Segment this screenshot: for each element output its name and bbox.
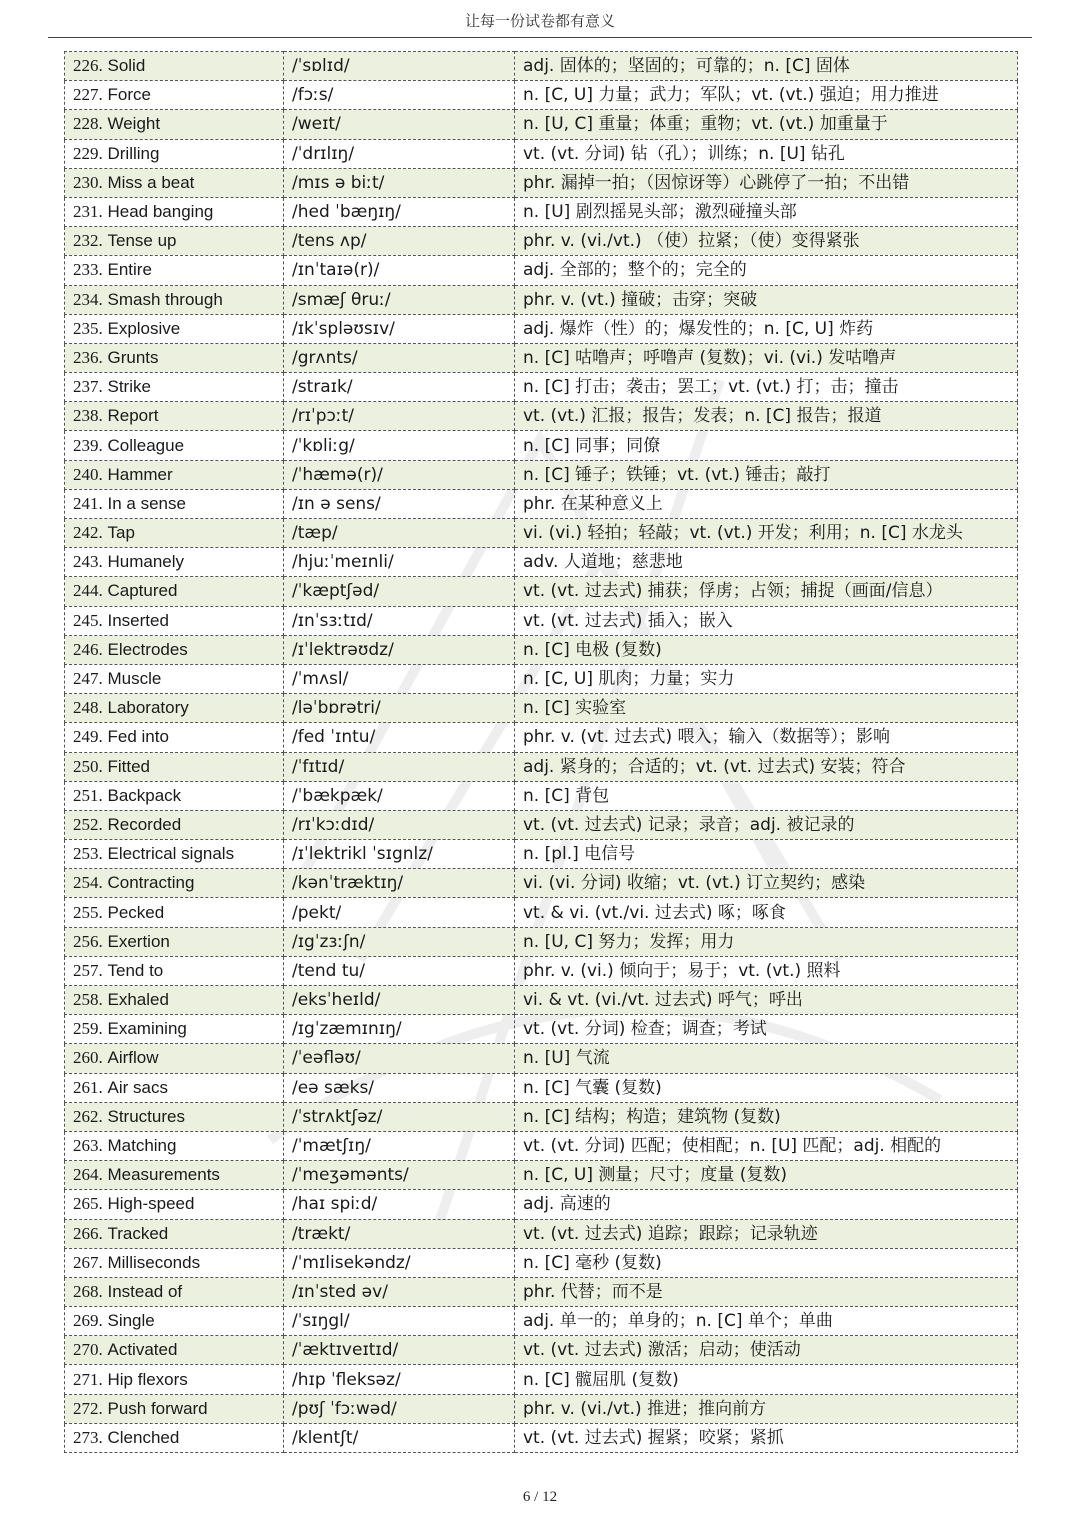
entry-number: 258.	[73, 990, 103, 1010]
entry-term: Hip flexors	[107, 1369, 188, 1389]
entry-cell	[65, 869, 284, 898]
entry-cell	[65, 577, 284, 606]
phonetic-cell: /klentʃt/	[284, 1423, 515, 1452]
entry-number: 233.	[73, 260, 103, 280]
entry-term: Recorded	[107, 814, 182, 834]
entry-cell	[65, 1102, 284, 1131]
table-row	[65, 752, 1018, 781]
entry-term: Tap	[107, 523, 135, 543]
table-row	[65, 1073, 1018, 1102]
table-row	[65, 606, 1018, 635]
entry-number: 256.	[73, 931, 103, 951]
entry-number: 235.	[73, 318, 103, 338]
phonetic-cell: /eksˈheɪld/	[284, 986, 515, 1015]
phonetic-cell: /ɪkˈspləʊsɪv/	[284, 314, 515, 343]
phonetic-cell: /grʌnts/	[284, 343, 515, 372]
entry-term: Fitted	[107, 756, 151, 776]
phonetic-cell: /fed ˈɪntu/	[284, 723, 515, 752]
definition-cell: vt. (vt. 过去式) 捕获；俘虏；占领；捕捉（画面/信息）	[515, 577, 1018, 606]
table-row	[65, 1248, 1018, 1277]
entry-cell	[65, 606, 284, 635]
entry-number: 243.	[73, 552, 103, 572]
definition-cell: phr. 代替；而不是	[515, 1277, 1018, 1306]
entry-number: 257.	[73, 960, 103, 980]
entry-term: Colleague	[107, 435, 185, 455]
definition-cell: n. [C] 锤子；铁锤；vt. (vt.) 锤击；敲打	[515, 460, 1018, 489]
definition-cell: phr. 漏掉一拍；（因惊讶等）心跳停了一拍；不出错	[515, 168, 1018, 197]
definition-cell: adj. 单一的；单身的；n. [C] 单个；单曲	[515, 1307, 1018, 1336]
phonetic-cell: /ɪn ə sens/	[284, 489, 515, 518]
entry-cell	[65, 343, 284, 372]
entry-number: 251.	[73, 785, 103, 805]
definition-cell: phr. v. (vi./vt.) 推进；推向前方	[515, 1394, 1018, 1423]
entry-number: 254.	[73, 873, 103, 893]
table-row	[65, 227, 1018, 256]
entry-term: Weight	[107, 114, 161, 134]
entry-term: Grunts	[107, 347, 159, 367]
phonetic-cell: /ˈmʌsl/	[284, 664, 515, 693]
entry-term: Force	[107, 85, 151, 105]
phonetic-cell: /ˈsɪŋgl/	[284, 1307, 515, 1336]
phonetic-cell: /ˈdrɪlɪŋ/	[284, 139, 515, 168]
entry-number: 249.	[73, 727, 103, 747]
entry-term: Airflow	[107, 1048, 159, 1068]
entry-number: 262.	[73, 1106, 103, 1126]
entry-term: Milliseconds	[107, 1252, 201, 1272]
definition-cell: n. [C] 同事；同僚	[515, 431, 1018, 460]
table-row	[65, 197, 1018, 226]
phonetic-cell: /ɪgˈzɜːʃn/	[284, 927, 515, 956]
entry-number: 266.	[73, 1223, 103, 1243]
table-row	[65, 635, 1018, 664]
entry-term: Report	[107, 406, 159, 426]
phonetic-cell: /ˈbækpæk/	[284, 781, 515, 810]
entry-cell	[65, 1365, 284, 1394]
table-row	[65, 285, 1018, 314]
phonetic-cell: /rɪˈkɔːdɪd/	[284, 810, 515, 839]
table-row	[65, 81, 1018, 110]
phonetic-cell: /ɪnˈsted əv/	[284, 1277, 515, 1306]
definition-cell: n. [U] 剧烈摇晃头部；激烈碰撞头部	[515, 197, 1018, 226]
entry-cell	[65, 694, 284, 723]
definition-cell: n. [C] 毫秒 (复数)	[515, 1248, 1018, 1277]
phonetic-cell: /tæp/	[284, 519, 515, 548]
definition-cell: vt. (vt. 分词) 匹配；使相配；n. [U] 匹配；adj. 相配的	[515, 1131, 1018, 1160]
entry-number: 263.	[73, 1136, 103, 1156]
definition-cell: n. [C, U] 肌肉；力量；实力	[515, 664, 1018, 693]
entry-term: Head banging	[107, 202, 214, 222]
entry-cell	[65, 285, 284, 314]
table-row	[65, 1277, 1018, 1306]
definition-cell: n. [C] 背包	[515, 781, 1018, 810]
entry-cell	[65, 139, 284, 168]
phonetic-cell: /hɪp ˈfleksəz/	[284, 1365, 515, 1394]
definition-cell: n. [C] 打击；袭击；罢工；vt. (vt.) 打；击；撞击	[515, 373, 1018, 402]
phonetic-cell: /ˈæktɪveɪtɪd/	[284, 1336, 515, 1365]
entry-number: 237.	[73, 377, 103, 397]
entry-number: 259.	[73, 1019, 103, 1039]
entry-cell	[65, 197, 284, 226]
table-row	[65, 577, 1018, 606]
table-row	[65, 1365, 1018, 1394]
entry-term: Explosive	[107, 318, 181, 338]
definition-cell: adv. 人道地；慈悲地	[515, 548, 1018, 577]
table-row	[65, 1044, 1018, 1073]
entry-cell	[65, 1336, 284, 1365]
entry-number: 271.	[73, 1369, 103, 1389]
entry-term: Contracting	[107, 873, 195, 893]
table-row	[65, 840, 1018, 869]
definition-cell: n. [C] 髋屈肌 (复数)	[515, 1365, 1018, 1394]
definition-cell: phr. v. (vi./vt.) （使）拉紧；（使）变得紧张	[515, 227, 1018, 256]
definition-cell: phr. 在某种意义上	[515, 489, 1018, 518]
table-row	[65, 810, 1018, 839]
entry-term: Instead of	[107, 1281, 183, 1301]
phonetic-cell: /pekt/	[284, 898, 515, 927]
entry-cell	[65, 927, 284, 956]
phonetic-cell: /ˈeəfləʊ/	[284, 1044, 515, 1073]
entry-term: Inserted	[107, 610, 169, 630]
table-row	[65, 1394, 1018, 1423]
phonetic-cell: /hjuːˈmeɪnli/	[284, 548, 515, 577]
phonetic-cell: /ˈfɪtɪd/	[284, 752, 515, 781]
definition-cell: vt. (vt. 过去式) 激活；启动；使活动	[515, 1336, 1018, 1365]
vocabulary-table-body	[65, 52, 1018, 1453]
table-row	[65, 781, 1018, 810]
entry-term: Push forward	[107, 1398, 208, 1418]
definition-cell: n. [U] 气流	[515, 1044, 1018, 1073]
phonetic-cell: /mɪs ə biːt/	[284, 168, 515, 197]
entry-term: Backpack	[107, 785, 182, 805]
definition-cell: n. [C] 咕噜声；呼噜声 (复数)；vi. (vi.) 发咕噜声	[515, 343, 1018, 372]
table-row	[65, 956, 1018, 985]
entry-term: Single	[107, 1311, 155, 1331]
entry-number: 268.	[73, 1281, 103, 1301]
definition-cell: vt. (vt. 过去式) 握紧；咬紧；紧抓	[515, 1423, 1018, 1452]
entry-cell	[65, 460, 284, 489]
entry-term: Activated	[107, 1340, 178, 1360]
entry-term: Miss a beat	[107, 172, 195, 192]
table-row	[65, 869, 1018, 898]
phonetic-cell: /kənˈtræktɪŋ/	[284, 869, 515, 898]
definition-cell: adj. 固体的；坚固的；可靠的；n. [C] 固体	[515, 52, 1018, 81]
definition-cell: vt. (vt. 过去式) 记录；录音；adj. 被记录的	[515, 810, 1018, 839]
definition-cell: n. [C] 结构；构造；建筑物 (复数)	[515, 1102, 1018, 1131]
table-row	[65, 548, 1018, 577]
table-row	[65, 986, 1018, 1015]
table-row	[65, 1336, 1018, 1365]
entry-number: 253.	[73, 844, 103, 864]
entry-cell	[65, 956, 284, 985]
entry-term: Hammer	[107, 464, 173, 484]
table-row	[65, 927, 1018, 956]
entry-cell	[65, 1394, 284, 1423]
entry-number: 250.	[73, 756, 103, 776]
entry-cell	[65, 664, 284, 693]
entry-number: 269.	[73, 1311, 103, 1331]
definition-cell: vi. (vi. 分词) 收缩；vt. (vt.) 订立契约；感染	[515, 869, 1018, 898]
definition-cell: vi. & vt. (vi./vt. 过去式) 呼气；呼出	[515, 986, 1018, 1015]
entry-term: Examining	[107, 1019, 187, 1039]
phonetic-cell: /haɪ spiːd/	[284, 1190, 515, 1219]
entry-term: Tracked	[107, 1223, 169, 1243]
entry-cell	[65, 489, 284, 518]
entry-term: Drilling	[107, 143, 160, 163]
definition-cell: vt. & vi. (vt./vi. 过去式) 啄；啄食	[515, 898, 1018, 927]
definition-cell: phr. v. (vi.) 倾向于；易于；vt. (vt.) 照料	[515, 956, 1018, 985]
entry-term: Strike	[107, 377, 151, 397]
phonetic-cell: /ˈmeʒəmənts/	[284, 1161, 515, 1190]
entry-cell	[65, 519, 284, 548]
entry-cell	[65, 1131, 284, 1160]
entry-term: In a sense	[107, 493, 186, 513]
entry-number: 228.	[73, 114, 103, 134]
entry-term: Structures	[107, 1106, 185, 1126]
entry-cell	[65, 810, 284, 839]
table-row	[65, 373, 1018, 402]
entry-number: 248.	[73, 698, 103, 718]
entry-cell	[65, 1044, 284, 1073]
definition-cell: vt. (vt. 过去式) 插入；嵌入	[515, 606, 1018, 635]
header-divider	[48, 37, 1032, 38]
entry-cell	[65, 81, 284, 110]
definition-cell: n. [U, C] 努力；发挥；用力	[515, 927, 1018, 956]
phonetic-cell: /ˈmætʃɪŋ/	[284, 1131, 515, 1160]
entry-cell	[65, 1219, 284, 1248]
entry-cell	[65, 1015, 284, 1044]
entry-term: Clenched	[107, 1427, 180, 1447]
definition-cell: adj. 紧身的；合适的；vt. (vt. 过去式) 安装；符合	[515, 752, 1018, 781]
definition-cell: vt. (vt. 分词) 钻（孔）；训练；n. [U] 钻孔	[515, 139, 1018, 168]
entry-cell	[65, 402, 284, 431]
table-row	[65, 1423, 1018, 1452]
entry-cell	[65, 431, 284, 460]
entry-number: 261.	[73, 1077, 103, 1097]
phonetic-cell: /weɪt/	[284, 110, 515, 139]
entry-term: High-speed	[107, 1194, 195, 1214]
entry-number: 232.	[73, 231, 103, 251]
entry-number: 246.	[73, 639, 103, 659]
entry-cell	[65, 52, 284, 81]
table-row	[65, 431, 1018, 460]
table-row	[65, 314, 1018, 343]
entry-term: Entire	[107, 260, 152, 280]
phonetic-cell: /pʊʃ ˈfɔːwəd/	[284, 1394, 515, 1423]
entry-term: Humanely	[107, 552, 185, 572]
table-row	[65, 664, 1018, 693]
definition-cell: adj. 高速的	[515, 1190, 1018, 1219]
phonetic-cell: /ɪnˈtaɪə(r)/	[284, 256, 515, 285]
definition-cell: n. [C, U] 测量；尺寸；度量 (复数)	[515, 1161, 1018, 1190]
definition-cell: adj. 全部的；整个的；完全的	[515, 256, 1018, 285]
definition-cell: n. [C] 气囊 (复数)	[515, 1073, 1018, 1102]
phonetic-cell: /ˈstrʌktʃəz/	[284, 1102, 515, 1131]
entry-cell	[65, 548, 284, 577]
phonetic-cell: /ˈhæmə(r)/	[284, 460, 515, 489]
entry-cell	[65, 227, 284, 256]
phonetic-cell: /rɪˈpɔːt/	[284, 402, 515, 431]
entry-term: Exertion	[107, 931, 170, 951]
entry-number: 234.	[73, 289, 103, 309]
entry-number: 244.	[73, 581, 103, 601]
entry-number: 239.	[73, 435, 103, 455]
definition-cell: adj. 爆炸（性）的；爆发性的；n. [C, U] 炸药	[515, 314, 1018, 343]
entry-term: Exhaled	[107, 990, 169, 1010]
entry-term: Captured	[107, 581, 178, 601]
entry-term: Tend to	[107, 960, 164, 980]
definition-cell: vt. (vt.) 汇报；报告；发表；n. [C] 报告；报道	[515, 402, 1018, 431]
entry-number: 272.	[73, 1398, 103, 1418]
table-row	[65, 52, 1018, 81]
entry-number: 230.	[73, 172, 103, 192]
definition-cell: phr. v. (vt.) 撞破；击穿；突破	[515, 285, 1018, 314]
table-row	[65, 168, 1018, 197]
phonetic-cell: /tens ʌp/	[284, 227, 515, 256]
entry-cell	[65, 1161, 284, 1190]
entry-number: 238.	[73, 406, 103, 426]
table-row	[65, 343, 1018, 372]
phonetic-cell: /ɪnˈsɜːtɪd/	[284, 606, 515, 635]
phonetic-cell: /smæʃ θruː/	[284, 285, 515, 314]
entry-cell	[65, 840, 284, 869]
entry-cell	[65, 1307, 284, 1336]
phonetic-cell: /ɪˈlektrikl ˈsɪgnlz/	[284, 840, 515, 869]
entry-number: 229.	[73, 143, 103, 163]
phonetic-cell: /straɪk/	[284, 373, 515, 402]
entry-number: 226.	[73, 56, 103, 76]
definition-cell: vt. (vt. 分词) 检查；调查；考试	[515, 1015, 1018, 1044]
entry-term: Matching	[107, 1136, 177, 1156]
entry-number: 245.	[73, 610, 103, 630]
definition-cell: phr. v. (vt. 过去式) 喂入；输入（数据等）；影响	[515, 723, 1018, 752]
table-row	[65, 1307, 1018, 1336]
entry-cell	[65, 168, 284, 197]
phonetic-cell: /ˈmɪlisekəndz/	[284, 1248, 515, 1277]
entry-cell	[65, 1073, 284, 1102]
entry-term: Smash through	[107, 289, 223, 309]
entry-cell	[65, 110, 284, 139]
entry-number: 240.	[73, 464, 103, 484]
entry-cell	[65, 1423, 284, 1452]
vocabulary-table	[64, 51, 1018, 1453]
entry-term: Air sacs	[107, 1077, 168, 1097]
entry-cell	[65, 723, 284, 752]
phonetic-cell: /ɪˈlektrəʊdz/	[284, 635, 515, 664]
entry-number: 273.	[73, 1427, 103, 1447]
entry-number: 270.	[73, 1340, 103, 1360]
table-row	[65, 1190, 1018, 1219]
table-row	[65, 489, 1018, 518]
table-row	[65, 1161, 1018, 1190]
phonetic-cell: /tend tu/	[284, 956, 515, 985]
entry-term: Fed into	[107, 727, 169, 747]
phonetic-cell: /hed ˈbæŋɪŋ/	[284, 197, 515, 226]
entry-cell	[65, 373, 284, 402]
table-row	[65, 110, 1018, 139]
entry-number: 231.	[73, 202, 103, 222]
entry-number: 227.	[73, 85, 103, 105]
definition-cell: n. [pl.] 电信号	[515, 840, 1018, 869]
entry-term: Electrical signals	[107, 844, 235, 864]
table-row	[65, 402, 1018, 431]
entry-cell	[65, 781, 284, 810]
table-row	[65, 1219, 1018, 1248]
phonetic-cell: /ləˈbɒrətri/	[284, 694, 515, 723]
page-header: 让每一份试卷都有意义	[464, 12, 615, 30]
entry-number: 236.	[73, 347, 103, 367]
table-row	[65, 256, 1018, 285]
page-number: 6 / 12	[522, 1489, 558, 1505]
entry-term: Tense up	[107, 231, 177, 251]
entry-number: 247.	[73, 669, 103, 689]
entry-term: Pecked	[107, 902, 165, 922]
entry-cell	[65, 986, 284, 1015]
phonetic-cell: /ˈkæptʃəd/	[284, 577, 515, 606]
entry-number: 264.	[73, 1165, 103, 1185]
entry-cell	[65, 1277, 284, 1306]
entry-term: Muscle	[107, 669, 162, 689]
entry-number: 267.	[73, 1252, 103, 1272]
entry-cell	[65, 314, 284, 343]
entry-cell	[65, 1248, 284, 1277]
entry-cell	[65, 752, 284, 781]
phonetic-cell: /ɪgˈzæmɪnɪŋ/	[284, 1015, 515, 1044]
table-row	[65, 1102, 1018, 1131]
entry-number: 265.	[73, 1194, 103, 1214]
table-row	[65, 139, 1018, 168]
table-row	[65, 460, 1018, 489]
entry-number: 242.	[73, 523, 103, 543]
entry-cell	[65, 898, 284, 927]
entry-term: Measurements	[107, 1165, 220, 1185]
table-row	[65, 694, 1018, 723]
entry-number: 241.	[73, 493, 103, 513]
table-row	[65, 723, 1018, 752]
entry-cell	[65, 256, 284, 285]
phonetic-cell: /trækt/	[284, 1219, 515, 1248]
table-row	[65, 1131, 1018, 1160]
entry-number: 260.	[73, 1048, 103, 1068]
phonetic-cell: /fɔːs/	[284, 81, 515, 110]
definition-cell: vt. (vt. 过去式) 追踪；跟踪；记录轨迹	[515, 1219, 1018, 1248]
table-row	[65, 898, 1018, 927]
definition-cell: vi. (vi.) 轻拍；轻敲；vt. (vt.) 开发；利用；n. [C] 水龙头	[515, 519, 1018, 548]
definition-cell: n. [U, C] 重量；体重；重物；vt. (vt.) 加重量于	[515, 110, 1018, 139]
entry-term: Laboratory	[107, 698, 189, 718]
entry-term: Electrodes	[107, 639, 188, 659]
phonetic-cell: /ˈsɒlɪd/	[284, 52, 515, 81]
entry-number: 255.	[73, 902, 103, 922]
definition-cell: n. [C, U] 力量；武力；军队；vt. (vt.) 强迫；用力推进	[515, 81, 1018, 110]
entry-cell	[65, 635, 284, 664]
definition-cell: n. [C] 实验室	[515, 694, 1018, 723]
entry-number: 252.	[73, 814, 103, 834]
phonetic-cell: /eə sæks/	[284, 1073, 515, 1102]
entry-term: Solid	[107, 56, 146, 76]
table-row	[65, 1015, 1018, 1044]
entry-cell	[65, 1190, 284, 1219]
definition-cell: n. [C] 电极 (复数)	[515, 635, 1018, 664]
table-row	[65, 519, 1018, 548]
phonetic-cell: /ˈkɒliːg/	[284, 431, 515, 460]
